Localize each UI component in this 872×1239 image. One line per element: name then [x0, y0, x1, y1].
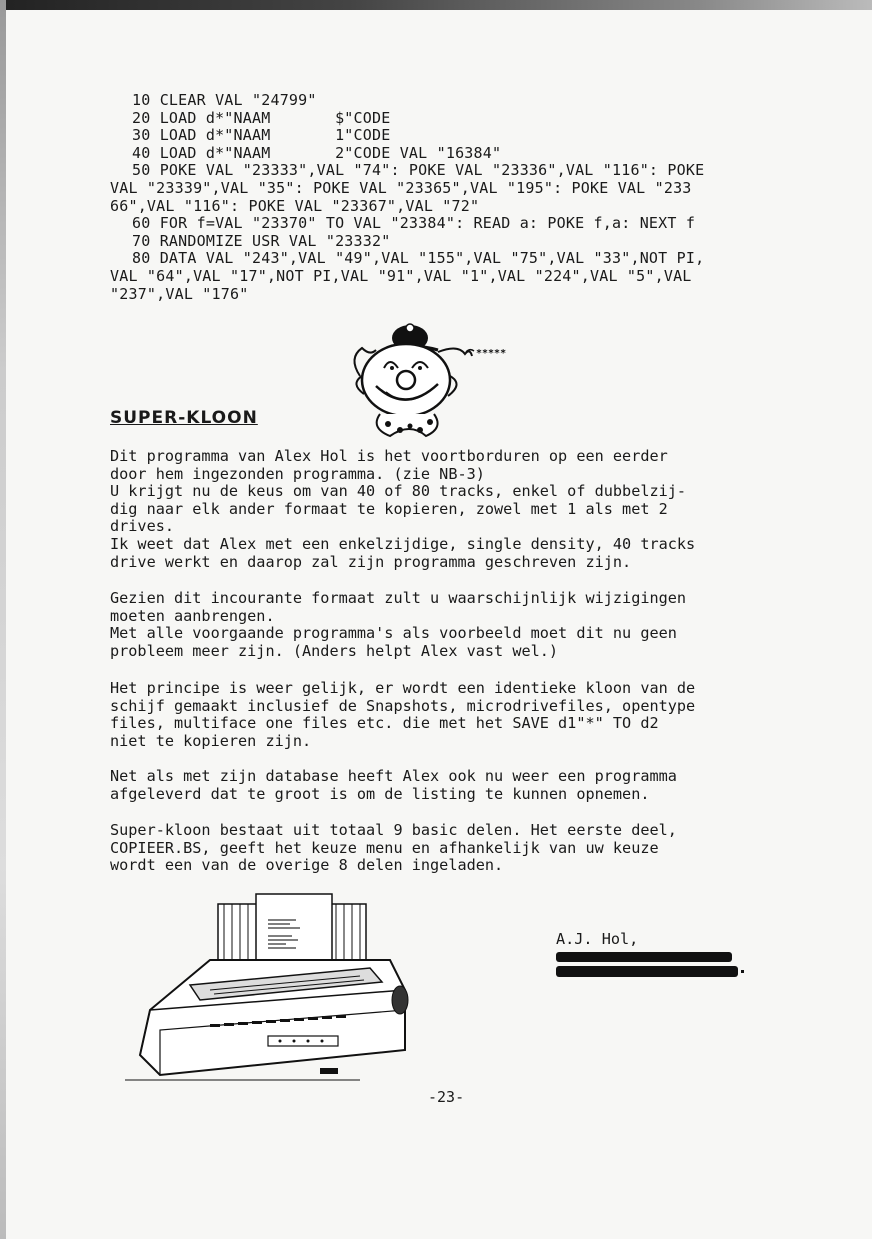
code-line: 40 LOAD d*"NAAM 2"CODE VAL "16384": [132, 143, 502, 162]
code-line: "237",VAL "176": [110, 284, 249, 303]
code-line: 10 CLEAR VAL "24799": [132, 91, 317, 109]
code-line: 80 DATA VAL "243",VAL "49",VAL "155",VAL "75",VAL "33",NOT PI,: [132, 249, 705, 268]
redaction-bar-2: [556, 966, 738, 977]
paragraph-1-text: Dit programma van Alex Hol is het voortborduren op een eerder door hem ingezonden programma. (zie NB-3) U krijgt nu de keus om van 40 of 80 tracks, enkel of dubbelzij- dig naar elk ander formaat te kopieren, zowel met 1 als met 2 drives. Ik weet dat Alex met een enkelzijdige, single density, 40 tracks drive werkt en daarop zal zijn programma geschreven zijn.: [110, 447, 696, 571]
scan-edge-left: [0, 0, 6, 1239]
code-line: 50 POKE VAL "23333",VAL "74": POKE VAL "23336",VAL "116": POKE: [132, 161, 705, 180]
scan-edge-top: [0, 0, 872, 10]
paragraph-4: [110, 768, 810, 803]
clown-stars: *****: [476, 348, 507, 359]
code-line: 20 LOAD d*"NAAM $"CODE: [132, 108, 391, 127]
paragraph-4-text: Net als met zijn database heeft Alex ook nu weer een programma afgeleverd dat te groot is om de listing te kunnen opnemen.: [110, 767, 677, 803]
basic-listing: [110, 92, 800, 303]
paragraph-3-text: Het principe is weer gelijk, er wordt een identieke kloon van de schijf gemaakt inclusief de Snapshots, microdrivefiles, opentype files, multiface one files etc. die met het SAVE d1"*" TO d2 niet te kopieren zijn.: [110, 679, 696, 750]
redaction-period: [741, 970, 744, 973]
paragraph-5: [110, 822, 810, 875]
paragraph-2-text: Gezien dit incourante formaat zult u waarschijnlijk wijzigingen moeten aanbrengen. Met alle voorgaande programma's als voorbeeld moet dit nu geen probleem meer zijn. (Anders helpt Alex vast wel.): [110, 589, 687, 660]
signature-name: A.J. Hol,: [556, 930, 639, 948]
code-line: 66",VAL "116": POKE VAL "23367",VAL "72": [110, 196, 480, 215]
code-line: VAL "23339",VAL "35": POKE VAL "23365",VAL "195": POKE VAL "233: [110, 178, 692, 197]
paragraph-2: [110, 590, 810, 660]
paragraph-3: [110, 680, 810, 750]
heading-container: [110, 408, 258, 428]
printer-illustration: [120, 890, 420, 1090]
code-line: 30 LOAD d*"NAAM 1"CODE: [132, 126, 391, 145]
code-line: VAL "64",VAL "17",NOT PI,VAL "91",VAL "1",VAL "224",VAL "5",VAL: [110, 266, 692, 285]
article-title: SUPER-KLOON: [110, 408, 258, 428]
paragraph-5-text: Super-kloon bestaat uit totaal 9 basic delen. Het eerste deel, COPIEER.BS, geeft het keuze menu en afhankelijk van uw keuze wordt een van de overige 8 delen ingeladen.: [110, 821, 677, 875]
page-number: -23-: [428, 1088, 465, 1106]
code-line: 60 FOR f=VAL "23370" TO VAL "23384": READ a: POKE f,a: NEXT f: [132, 214, 696, 233]
clown-illustration: [340, 318, 540, 443]
code-line: 70 RANDOMIZE USR VAL "23332": [132, 231, 391, 250]
paragraph-1: [110, 448, 810, 571]
redaction-bar-1: [556, 952, 732, 962]
